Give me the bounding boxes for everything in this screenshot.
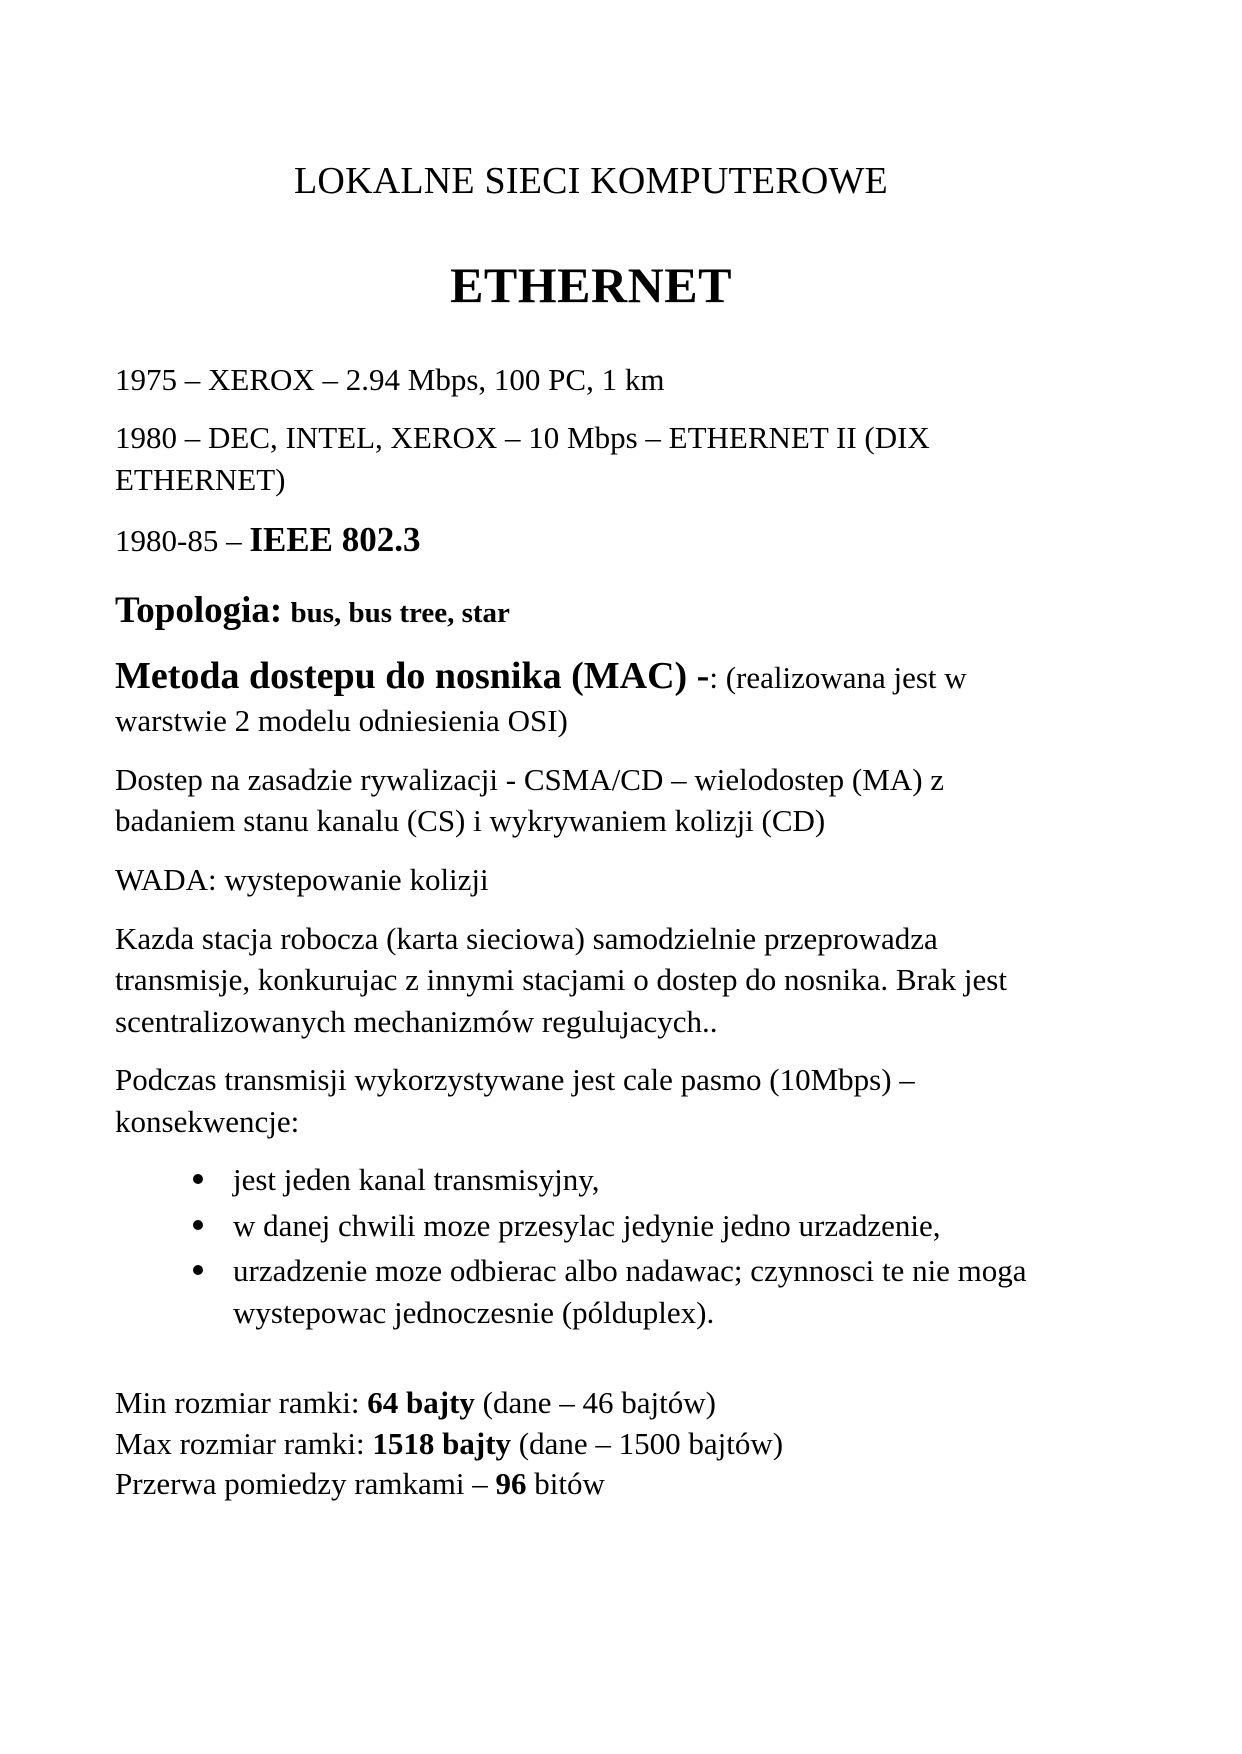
history-line-1975: 1975 – XEROX – 2.94 Mbps, 100 PC, 1 km: [115, 361, 665, 397]
bullet-dot-icon: [193, 1265, 203, 1275]
frame-max-suffix: (dane – 1500 bajtów): [511, 1425, 784, 1461]
frame-gap-suffix: bitów: [526, 1465, 605, 1501]
frame-min-suffix: (dane – 46 bajtów): [474, 1385, 716, 1421]
list-item-label: w danej chwili moze przesylac jedynie jedno urzadzenie,: [233, 1207, 941, 1243]
mac-heading-line: [115, 651, 1047, 742]
mac-station-paragraph: Kazda stacja robocza (karta sieciowa) samodzielnie przeprowadza transmisje, konkurujac z innymi stacjami o dostep do nosnika. Brak jest scentralizowanych mechanizmów regulujacych..: [115, 920, 1007, 1039]
frame-min-value: 64 bajty: [367, 1385, 475, 1421]
history-line-1980: 1980 – DEC, INTEL, XEROX – 10 Mbps – ETHERNET II (DIX ETHERNET): [115, 420, 930, 497]
ieee-standard: IEEE 802.3: [249, 520, 421, 560]
frame-min-label: Min rozmiar ramki:: [115, 1385, 368, 1421]
list-item: [193, 1159, 1047, 1201]
frame-max-value: 1518 bajty: [372, 1425, 512, 1461]
mac-note: : (realizowana jest w warstwie 2 modelu odniesienia OSI): [115, 659, 967, 739]
frame-gap-label: Przerwa pomiedzy ramkami –: [115, 1465, 496, 1501]
list-item-label: urzadzenie moze odbierac albo nadawac; czynnosci te nie moga wystepowac jednoczesnie (pólduplex).: [233, 1253, 1027, 1330]
frame-min-line: [115, 1383, 1047, 1423]
mac-heading: Metoda dostepu do nosnika (MAC) -: [115, 654, 710, 697]
mac-bandwidth-paragraph: Podczas transmisji wykorzystywane jest cale pasmo (10Mbps) – konsekwencje:: [115, 1062, 915, 1139]
section-spacer: [115, 1349, 1047, 1383]
frame-max-line: [115, 1424, 1047, 1464]
topology-line: [115, 587, 1047, 635]
bullet-dot-icon: [193, 1174, 203, 1184]
mac-drawback: WADA: wystepowanie kolizji: [115, 862, 489, 897]
ieee-prefix: 1980-85 –: [115, 523, 250, 559]
section-heading-ethernet: ETHERNET: [450, 256, 732, 313]
topology-label: Topologia:: [115, 589, 283, 631]
topology-value: bus, bus tree, star: [290, 596, 510, 629]
page-title: LOKALNE SIECI KOMPUTEROWE: [294, 160, 888, 202]
consequences-list: [115, 1159, 1047, 1333]
frame-max-label: Max rozmiar ramki:: [115, 1425, 373, 1461]
list-item: [193, 1250, 1047, 1333]
list-item-label: jest jeden kanal transmisyjny,: [233, 1162, 600, 1198]
frame-gap-line: [115, 1464, 1047, 1504]
frame-gap-value: 96: [495, 1465, 527, 1501]
bullet-dot-icon: [193, 1220, 203, 1230]
list-item: [193, 1205, 1047, 1247]
mac-access-paragraph: Dostep na zasadzie rywalizacji - CSMA/CD – wielodostep (MA) z badaniem stanu kanalu (CS) i wykrywaniem kolizji (CD): [115, 761, 945, 839]
history-line-ieee: [115, 517, 1047, 563]
frame-size-block: [115, 1383, 1047, 1504]
